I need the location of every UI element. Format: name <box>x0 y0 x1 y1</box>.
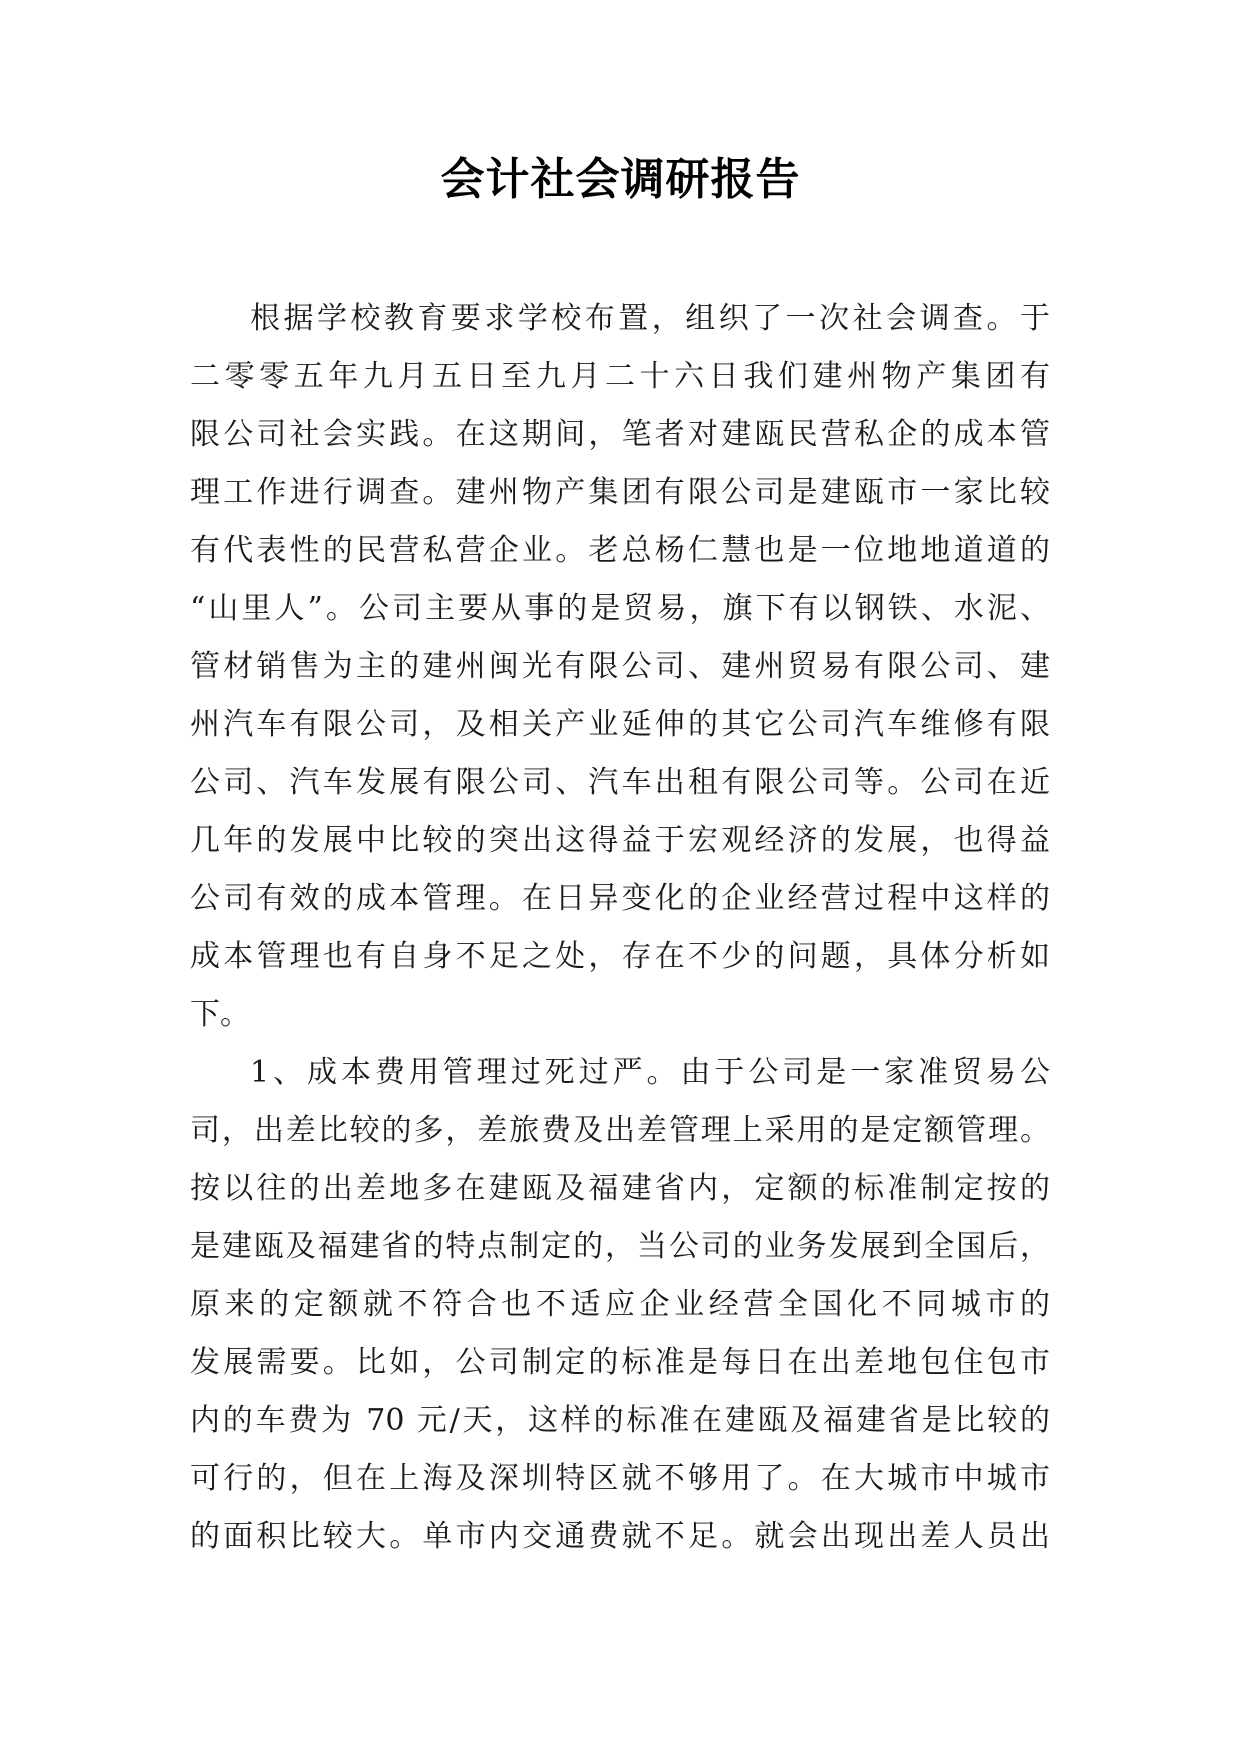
paragraph-line: 根据学校教育要求学校布置，组织了一次社会调查。于 <box>250 301 1050 336</box>
paragraph-line: 内的车费为 70 元/天，这样的标准在建瓯及福建省是比较的 <box>190 1403 1050 1438</box>
paragraph-line: 公司、汽车发展有限公司、汽车出租有限公司等。公司在近 <box>190 765 1050 800</box>
paragraph-line: 的面积比较大。单市内交通费就不足。就会出现出差人员出 <box>190 1519 1050 1554</box>
paragraph-line: 州汽车有限公司，及相关产业延伸的其它公司汽车维修有限 <box>190 707 1050 742</box>
paragraph-line: “山里人”。公司主要从事的是贸易，旗下有以钢铁、水泥、 <box>190 591 1050 626</box>
paragraph-line: 下。 <box>190 997 250 1032</box>
paragraph-line: 管材销售为主的建州闽光有限公司、建州贸易有限公司、建 <box>190 649 1050 684</box>
paragraph-line: 公司有效的成本管理。在日异变化的企业经营过程中这样的 <box>190 881 1050 916</box>
paragraph-line: 有代表性的民营私营企业。老总杨仁慧也是一位地地道道的 <box>190 533 1050 568</box>
document-body <box>190 290 1050 1566</box>
document-title: 会计社会调研报告 <box>440 154 801 205</box>
paragraph-line: 按以往的出差地多在建瓯及福建省内，定额的标准制定按的 <box>190 1171 1050 1206</box>
paragraph-line: 可行的，但在上海及深圳特区就不够用了。在大城市中城市 <box>190 1461 1050 1496</box>
paragraph-line: 成本管理也有自身不足之处，存在不少的问题，具体分析如 <box>190 939 1050 974</box>
paragraph-line: 司，出差比较的多，差旅费及出差管理上采用的是定额管理。 <box>190 1113 1050 1148</box>
paragraph-line: 理工作进行调查。建州物产集团有限公司是建瓯市一家比较 <box>190 475 1050 510</box>
paragraph-line: 原来的定额就不符合也不适应企业经营全国化不同城市的 <box>190 1287 1050 1322</box>
paragraph-line: 发展需要。比如，公司制定的标准是每日在出差地包住包市 <box>190 1345 1050 1380</box>
paragraph-line: 限公司社会实践。在这期间，笔者对建瓯民营私企的成本管 <box>190 417 1050 452</box>
paragraph-line: 是建瓯及福建省的特点制定的，当公司的业务发展到全国后， <box>190 1229 1050 1264</box>
paragraph-line: 1、成本费用管理过死过严。由于公司是一家准贸易公 <box>250 1055 1050 1090</box>
paragraph-line: 二零零五年九月五日至九月二十六日我们建州物产集团有 <box>190 359 1050 394</box>
paragraph-line: 几年的发展中比较的突出这得益于宏观经济的发展，也得益 <box>190 823 1050 858</box>
